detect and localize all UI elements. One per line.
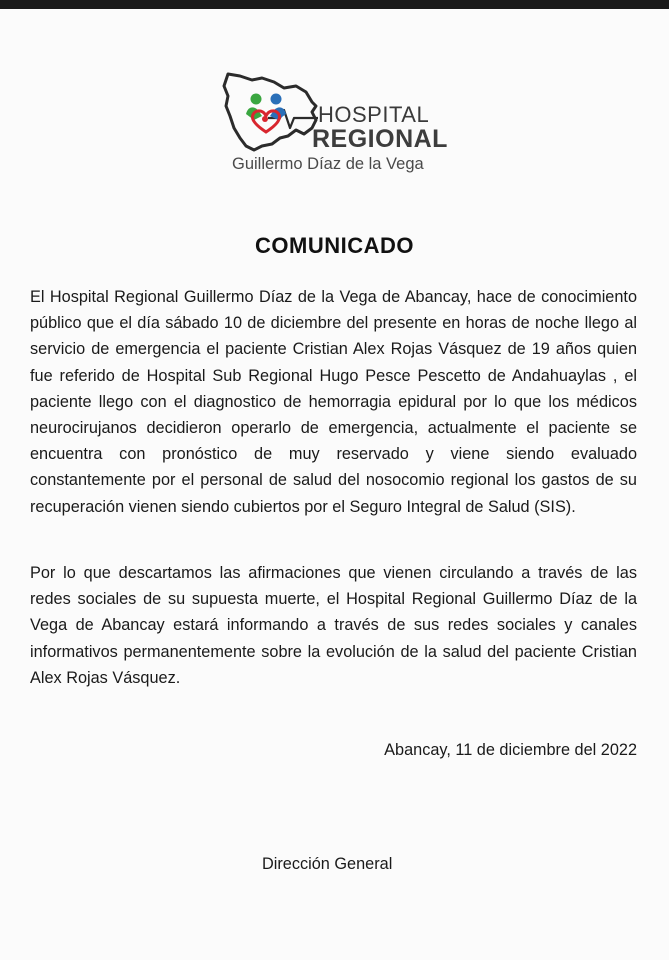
document-title: COMUNICADO <box>255 233 414 258</box>
document-date: Abancay, 11 de diciembre del 2022 <box>384 741 637 759</box>
paragraph-2: Por lo que descartamos las afirmaciones que vienen circulando a través de las redes sociales de su supuesta muerte, el Hospital Regional Guillermo Díaz de la Vega de Abancay estará informando a través de sus redes sociales y canales informativos permanentemente sobre la evolución de la salud del paciente Cristian Alex Rojas Vásquez. <box>30 564 637 687</box>
logo-regional-text: REGIONAL <box>312 125 448 153</box>
signature: Dirección General <box>262 855 393 873</box>
logo-hospital-name: Guillermo Díaz de la Vega <box>232 155 424 173</box>
hospital-logo <box>218 66 454 184</box>
logo-hospital-text: HOSPITAL <box>318 102 430 127</box>
paragraph-1: El Hospital Regional Guillermo Díaz de la Vega de Abancay, hace de conocimiento público que el día sábado 10 de diciembre del presente en horas de noche llego al servicio de emergencia el paciente Cristian Alex Rojas Vásquez de 19 años quien fue referido de Hospital Sub Regional Hugo Pesce Pescetto de Andahuaylas , el paciente llego con el diagnostico de hemorragia epidural por lo que los médicos neurocirujanos decidieron operarlo de emergencia, actualmente el paciente se encuentra con pronóstico de muy reservado y viene siendo evaluado constantemente por el personal de salud del nosocomio regional los gastos de su recuperación vienen siendo cubiertos por el Seguro Integral de Salud (SIS). <box>30 288 637 516</box>
top-border <box>0 0 669 9</box>
